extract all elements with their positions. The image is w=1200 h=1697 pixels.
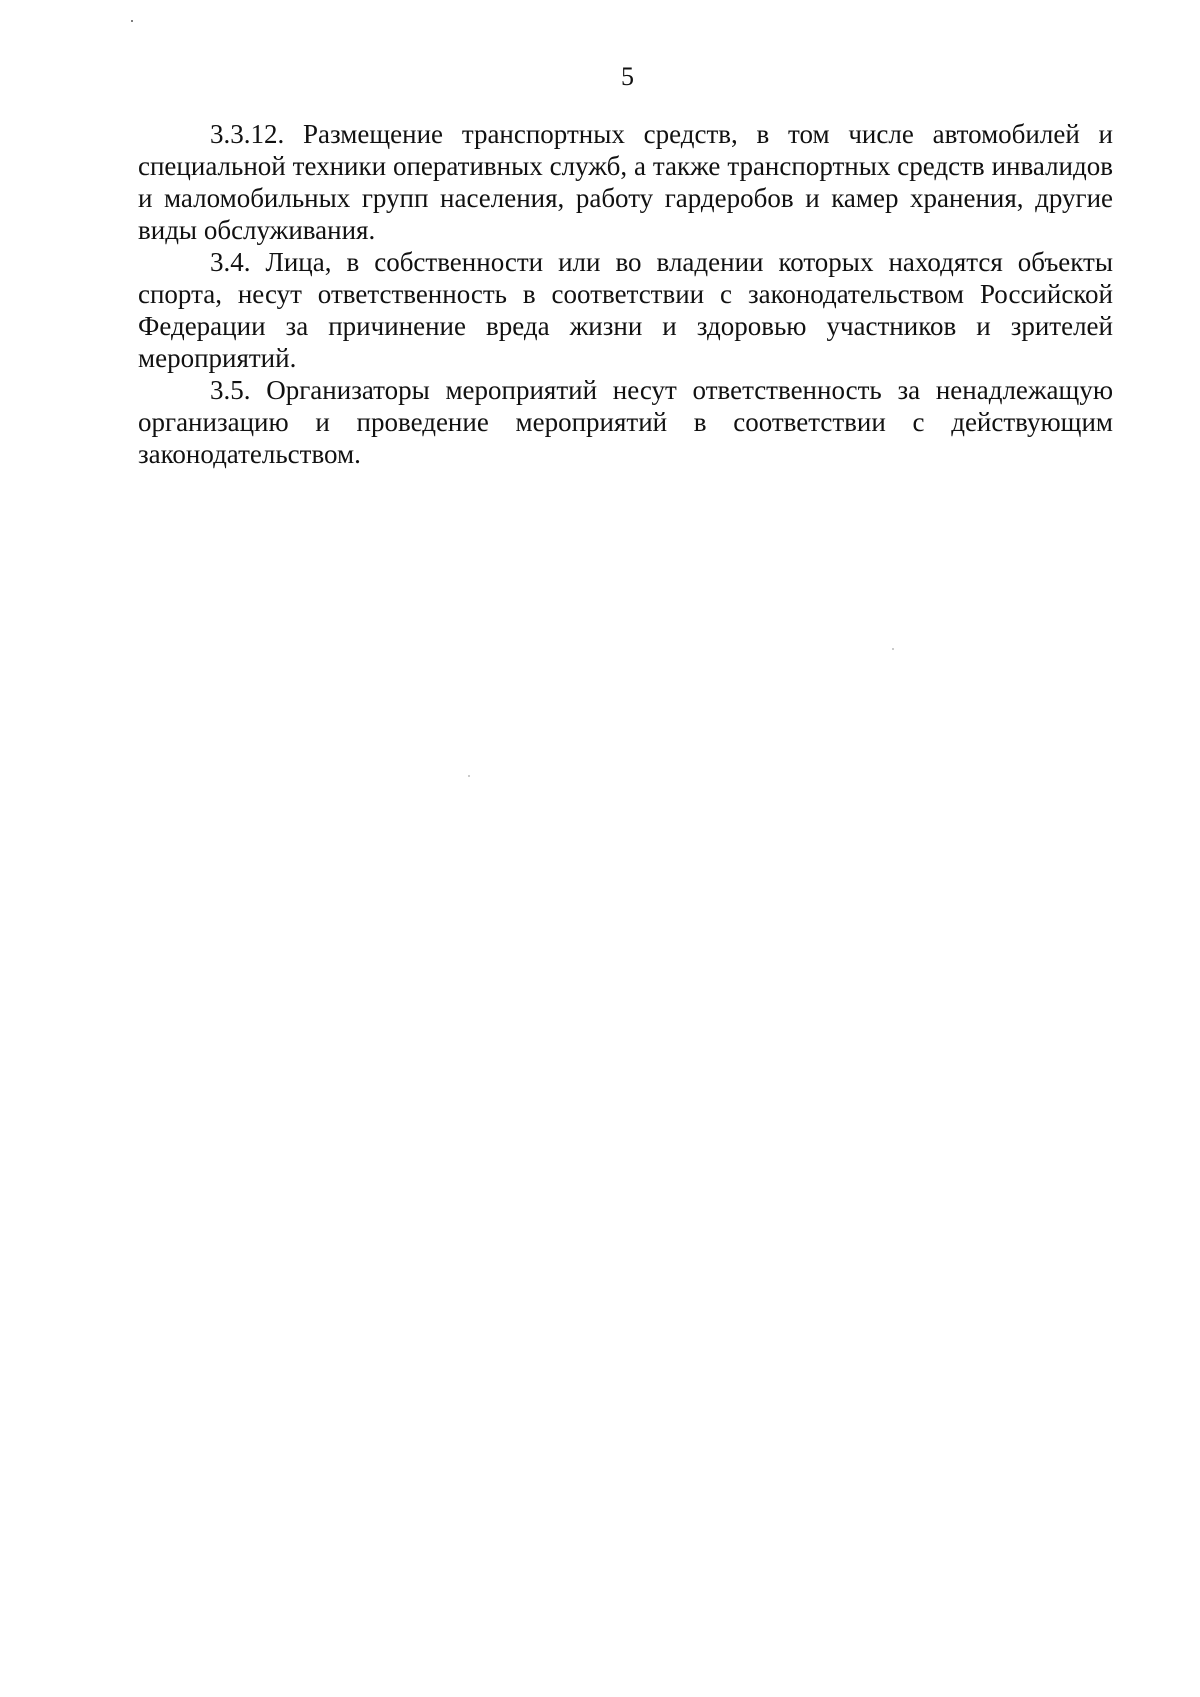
paragraph-3-4: 3.4. Лица, в собственности или во владении которых находятся объекты спорта, несут ответственность в соответствии с законодательством Российской Федерации за причинение вреда жизни и здоровью участников и зрителей мероприятий. [138, 247, 1113, 373]
paragraph-3-5: 3.5. Организаторы мероприятий несут ответственность за ненадлежащую организацию и проведение мероприятий в соответствии с действующим законодательством. [138, 375, 1113, 469]
page-number: 5 [621, 62, 634, 91]
paragraph-3-3-12: 3.3.12. Размещение транспортных средств, в том числе автомобилей и специальной техники оперативных служб, а также транспортных средств инвалидов и маломобильных групп населения, работу гардеробов и камер хранения, другие виды обслуживания. [138, 119, 1113, 245]
scan-speck [468, 775, 470, 777]
document-body [138, 118, 1113, 470]
scan-speck [131, 20, 133, 22]
scan-speck [892, 648, 894, 650]
